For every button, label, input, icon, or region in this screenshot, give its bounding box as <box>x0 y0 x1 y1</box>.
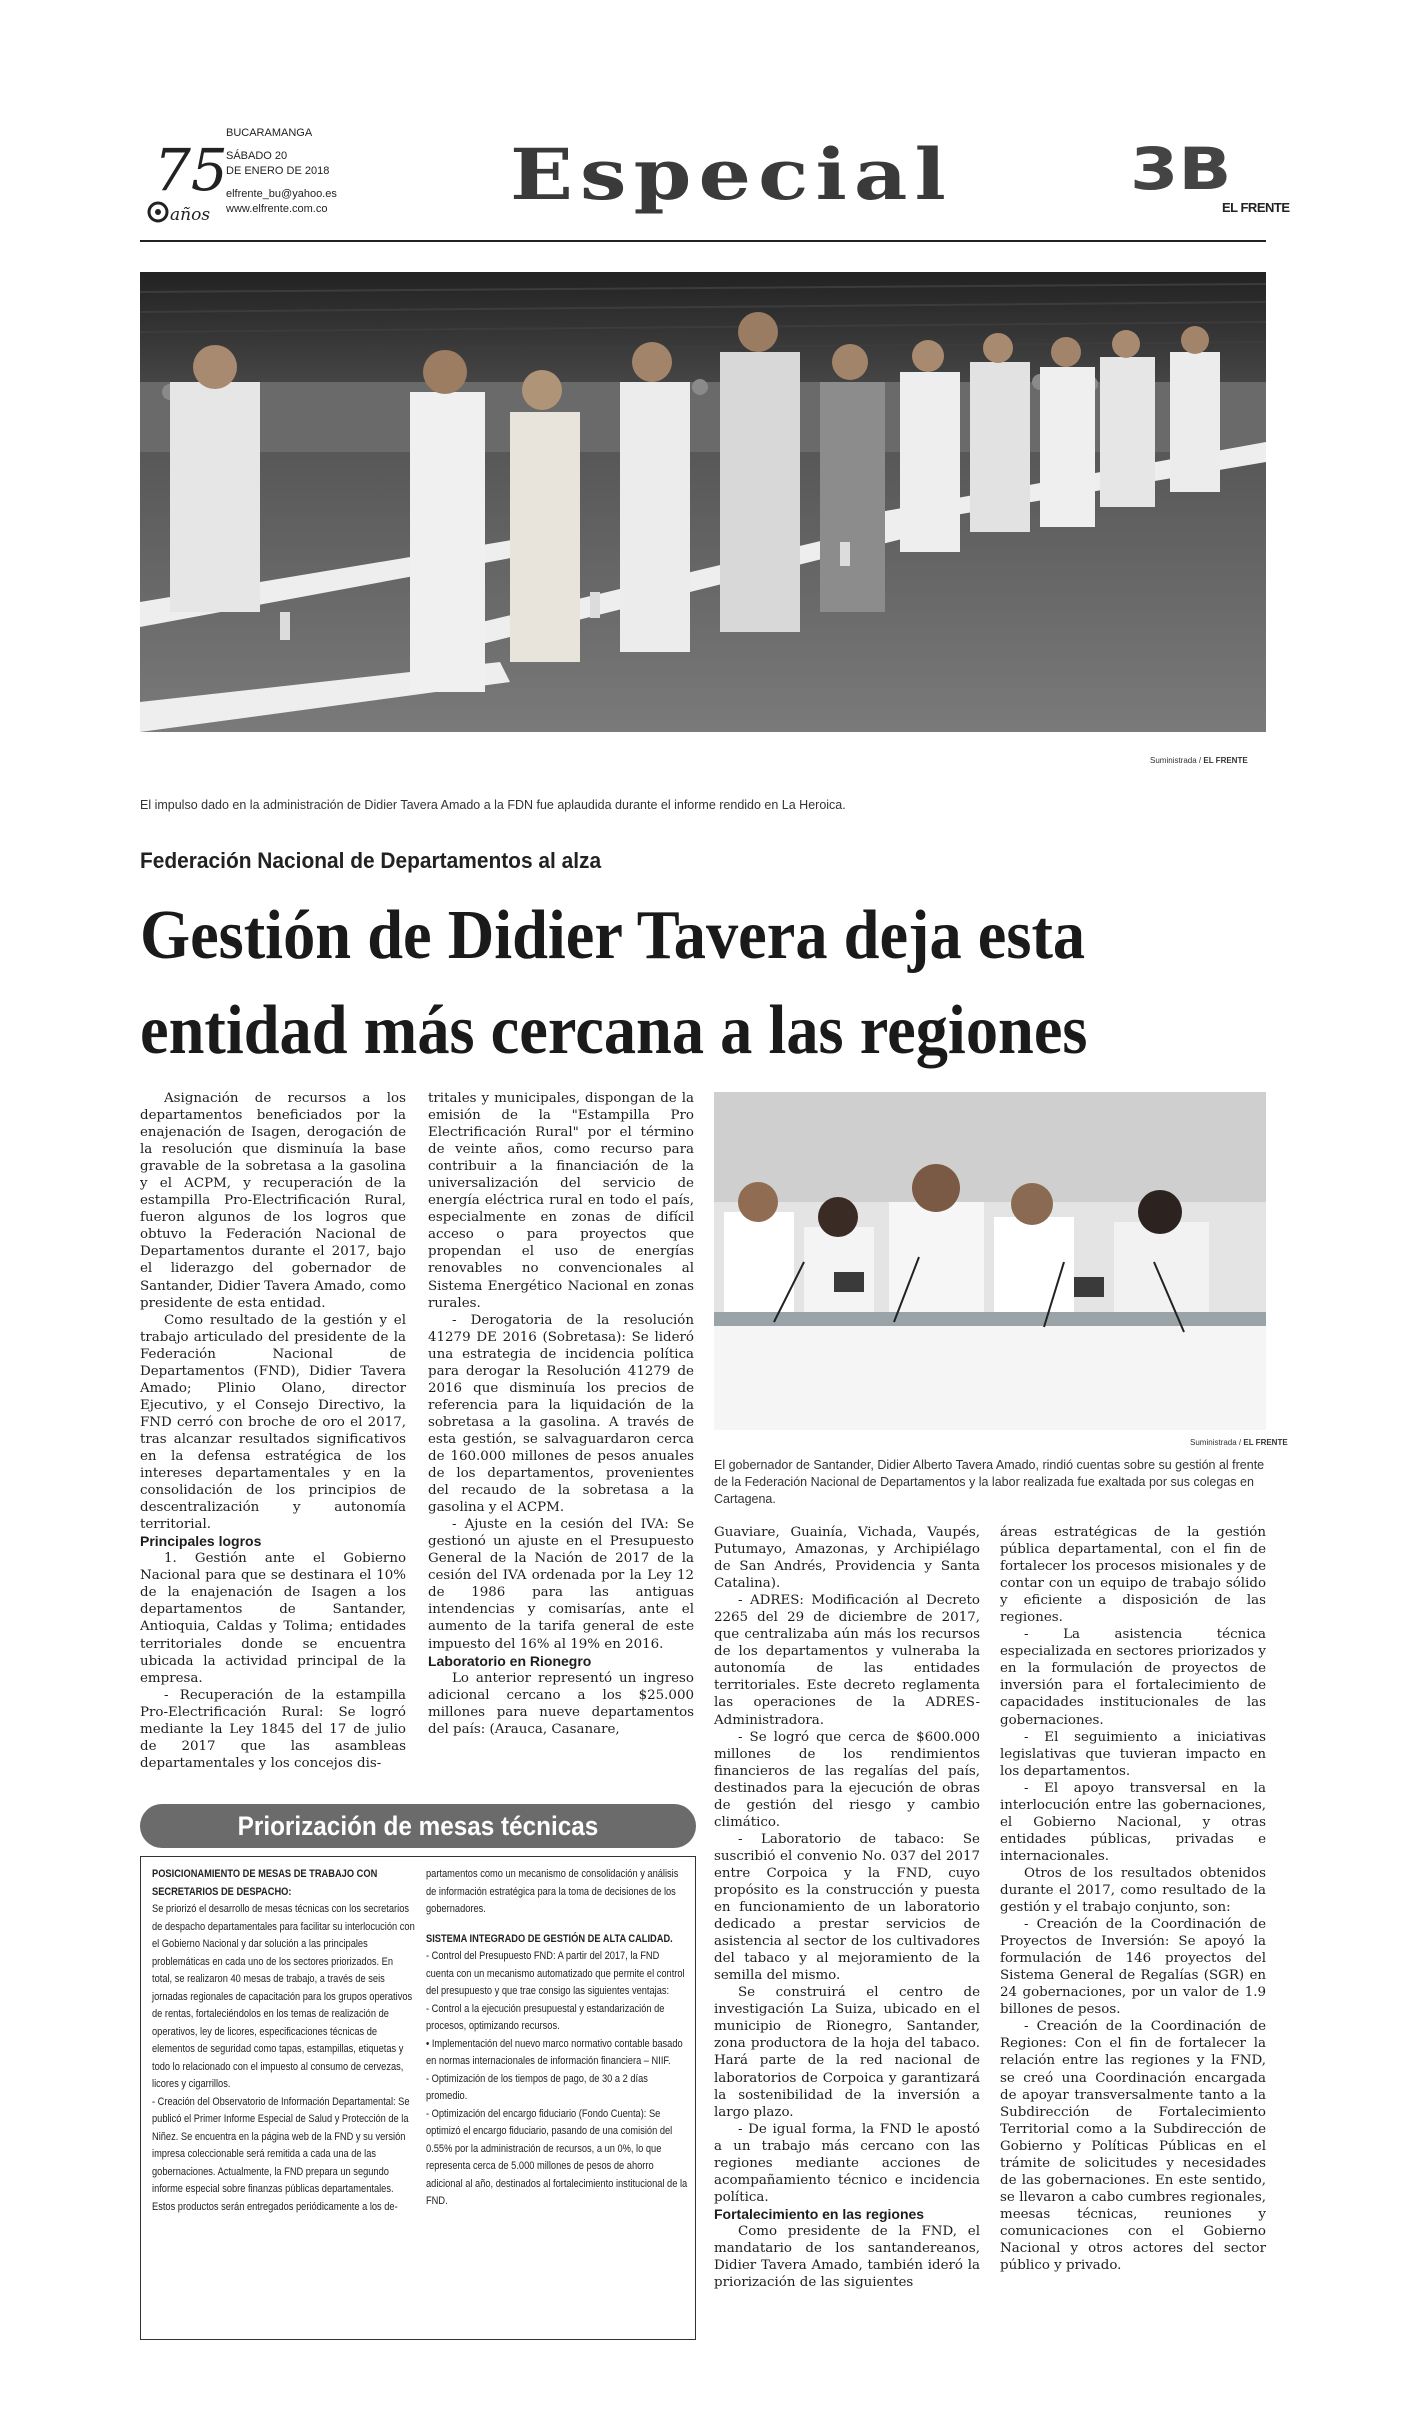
subhead-main-achievements: Principales logros <box>140 1533 262 1550</box>
paragraph: Se construirá el centro de investigación La Suiza, ubicado en el municipio de Rionegro, Santander, zona productora de la hoja del tabaco. Hará parte de la red nacional de laboratorios de Corpoica y garantizará la sostenibilidad de la inversión a largo plazo. <box>714 1985 980 2120</box>
page-number: 3B <box>1130 135 1232 203</box>
paragraph: - Laboratorio de tabaco: Se suscribió el convenio No. 037 del 2017 entre Corpoica y la FND, cuyo propósito es la construcción y puesta en funcionamiento de un laboratorio dedicado a prestar servicios de asistencia al sector de los cultivadores del tabaco y al mejoramiento de la semilla del mismo. <box>714 1831 980 1984</box>
headline-line-1: Gestión de Didier Tavera deja esta <box>140 897 1086 974</box>
headline-line-2: entidad más cercana a las regiones <box>140 992 1088 1069</box>
box-paragraph: - Control a la ejecución presupuestal y estandarización de procesos, optimizando recursos. <box>426 2002 665 2032</box>
paragraph: - Se logró que cerca de $600.000 millones de los rendimientos financieros de las regalías del país, destinados para la ejecución de obras de gestión del riesgo y cambio climático. <box>714 1729 980 1830</box>
paragraph: 1. Gestión ante el Gobierno Nacional para que se destinara el 10% de la enajenación de Isagen a los departamentos de Santander, Antioquia, Caldas y Tolima; entidades territoriales donde se encuentra ubicada la actividad principal de la empresa. <box>140 1551 406 1686</box>
paragraph: - ADRES: Modificación al Decreto 2265 del 29 de diciembre de 2017, que centralizaba aún más los recursos de los departamentos y vulneraba la autonomía de las entidades territoriales. Este decreto reglamenta las operaciones de la ADRES-Administradora. <box>714 1593 980 1728</box>
anniversary-logo <box>140 130 228 230</box>
second-photo <box>714 1092 1266 1430</box>
paragraph: Como resultado de la gestión y el trabajo articulado del presidente de la Federación Nacional de Departamentos (FND), Didier Tavera Amado; Plinio Olano, director Ejecutivo, y el Consejo Directivo, la FND cerró con broche de oro el 2017, tras alcanzar resultados significativos en la defensa estratégica de los intereses departamentales y en la consolidación de los principios de descentralización y autonomía territorial. <box>140 1312 406 1533</box>
paragraph: áreas estratégicas de la gestión pública departamental, con el fin de fortalecer los procesos misionales y de contar con un equipo de trabajo sólido y eficiente a disposición de las regiones. <box>1000 1525 1266 1626</box>
paragraph: - Recuperación de la estampilla Pro-Electrificación Rural: Se logró mediante la Ley 1845 del 17 de julio de 2017 que las asambleas departamentales y los concejos dis- <box>140 1687 406 1771</box>
paragraph: - Creación de la Coordinación de Proyectos de Inversión: Se apoyó la formulación de 146 proyectos del Sistema General de Regalías (SGR) en 24 gobernaciones, por un valor de 1.9 billones de pesos. <box>1000 1917 1266 2018</box>
masthead-date-1: SÁBADO 20 <box>226 150 288 162</box>
box-heading-2: SISTEMA INTEGRADO DE GESTIÓN DE ALTA CALIDAD. <box>426 1932 673 1945</box>
brand-name: EL FRENTE <box>1222 200 1290 215</box>
box-title: Priorización de mesas técnicas <box>237 1811 599 1841</box>
box-paragraph: - Optimización de los tiempos de pago, de 30 a 2 días promedio. <box>426 2072 648 2102</box>
box-paragraph: • Implementación del nuevo marco normativo contable basado en normas internacionales de información financiera – NIIF. <box>426 2037 683 2067</box>
masthead-rule <box>140 240 1266 242</box>
section-title: Especial <box>510 133 953 216</box>
box-paragraph: - Control del Presupuesto FND: A partir del 2017, la FND cuenta con un mecanismo automatizado que permite el control del presupuesto y que trae consigo las siguientes ventajas: <box>426 1950 685 1997</box>
paragraph: - La asistencia técnica especializada en sectores priorizados y en la formulación de proyectos de inversión para el fortalecimiento de capacidades institucionales de las gobernaciones. <box>1000 1627 1266 1728</box>
logo-number: 75 <box>154 136 228 204</box>
article-headline <box>140 888 1189 1078</box>
main-photo-caption: El impulso dado en la administración de Didier Tavera Amado a la FDN fue aplaudida durante el informe rendido en La Heroica. <box>140 798 846 812</box>
article-column-4 <box>1000 1524 1266 2274</box>
paragraph: Guaviare, Guainía, Vichada, Vaupés, Putumayo, Amazonas, y Archipiélago de San Andrés, Providencia y Santa Catalina). <box>714 1525 980 1592</box>
box-column-2 <box>426 1866 689 2211</box>
main-photo <box>140 272 1266 732</box>
box-column-1 <box>152 1866 415 2216</box>
paragraph: - Creación de la Coordinación de Regiones: Con el fin de fortalecer la relación entre las regiones y la FND, se creó una Coordinación encargada de apoyar transversalmente tanto a la Subdirección de Fortalecimiento Territorial como a la Subdirección de Gobierno y Políticas Públicas en el trámite de solicitudes y necesidades de las gobernaciones. En este sentido, se llevaron a cabo cumbres regionales, meesas técnicas, reuniones y comunicaciones con el Gobierno Nacional y otros actores del sector público y privado. <box>1000 2019 1266 2274</box>
masthead-email[interactable]: elfrente_bu@yahoo.es <box>226 188 337 200</box>
box-paragraph: - Creación del Observatorio de Información Departamental: Se publicó el Primer Informe Especial de Salud y Protección de la Niñez. Se encuentra en la página web de la FND y su versión impresa coleccionable será remitida a cada una de las gobernaciones. Actualmente, la FND prepara un segundo informe especial sobre finanzas públicas departamentales. Estos productos serán entregados periódicamente a los de- <box>152 2095 410 2213</box>
masthead-city: BUCARAMANGA <box>226 127 313 139</box>
paragraph: Como presidente de la FND, el mandatario de los santandereanos, Didier Tavera Amado, también ideró la priorización de las siguientes <box>714 2223 980 2291</box>
box-paragraph: partamentos como un mecanismo de consolidación y análisis de información estratégica para la toma de decisiones de los gobernadores. <box>426 1868 679 1915</box>
masthead-website[interactable]: www.elfrente.com.co <box>226 203 328 215</box>
article-kicker: Federación Nacional de Departamentos al alza <box>140 848 602 873</box>
paragraph: - El seguimiento a iniciativas legislativas que tuvieran impacto en los departamentos. <box>1000 1729 1266 1779</box>
second-photo-caption: El gobernador de Santander, Didier Alberto Tavera Amado, rindió cuentas sobre su gestión al frente de la Federación Nacional de Departamentos y la labor realizada fue exaltada por sus colegas en Cartagena. <box>714 1458 1265 1506</box>
subhead-regions: Fortalecimiento en las regiones <box>714 2205 925 2222</box>
paragraph: tritales y municipales, dispongan de la emisión de la "Estampilla Pro Electrificación Rural" por el término de veinte años, como recurso para contribuir a la financiación de la universalización del servicio de energía eléctrica rural en todo el país, especialmente en zonas de difícil acceso o para proyectos que propendan el uso de energías renovables no convencionales al Sistema Energético Nacional en zonas rurales. <box>428 1091 694 1311</box>
paragraph: - Derogatoria de la resolución 41279 DE 2016 (Sobretasa): Se lideró una estrategia de incidencia política para derogar la Resolución 41279 de 2016 que disminuía los precios de referencia para la liquidación de la sobretasa a la gasolina. A través de esta gestión, se salvaguardaron cerca de 160.000 millones de pesos anuales de los departamentos, provenientes del recaudo de la sobretasa a la gasolina y el ACPM. <box>428 1312 694 1516</box>
main-photo-credit <box>1150 756 1248 765</box>
paragraph: Lo anterior representó un ingreso adicional cercano a los $25.000 millones para nueve departamentos del país: (Arauca, Casanare, <box>428 1670 694 1737</box>
main-photo-credit-prefix: Suministrada / <box>1150 756 1202 765</box>
article-column-1 <box>140 1090 406 1772</box>
logo-word: años <box>170 205 211 225</box>
second-photo-credit <box>1190 1438 1288 1447</box>
paragraph: - De igual forma, la FND le apostó a un trabajo más cercano con las regiones mediante acciones de acompañamiento técnico e incidencia política. <box>714 2121 980 2205</box>
article-column-2 <box>428 1090 694 1738</box>
second-photo-credit-prefix: Suministrada / <box>1190 1438 1242 1447</box>
masthead-date-2: DE ENERO DE 2018 <box>226 165 330 177</box>
box-paragraph: Se priorizó el desarrollo de mesas técnicas con los secretarios de despacho departamentales para facilitar su interlocución con el Gobierno Nacional y dar solución a las principales problemáticas en cada uno de los sectores priorizados. En total, se realizaron 40 mesas de trabajo, a través de seis jornadas regionales de capacitación para los grupos operativos de rentas, fortaleciéndolos en los temas de realización de operativos, ley de licores, especificaciones técnicas de elementos de seguridad como tapas, estampillas, etiquetas y todo lo relacionado con el impuesto al consumo de cervezas, licores y cigarrillos. <box>152 1903 415 2090</box>
paragraph: Otros de los resultados obtenidos durante el 2017, como resultado de la gestión y el trabajo conjunto, son: <box>1000 1865 1266 1916</box>
box-heading-1: POSICIONAMIENTO DE MESAS DE TRABAJO CON SECRETARIOS DE DESPACHO: <box>152 1868 378 1898</box>
main-photo-credit-source: EL FRENTE <box>1203 756 1248 765</box>
masthead-info <box>226 126 337 217</box>
paragraph: Asignación de recursos a los departamentos beneficiados por la enajenación de Isagen, derogación de la resolución que disminuía la base gravable de la sobretasa a la gasolina y el ACPM, y recuperación de la estampilla Pro-Electrificación Rural, fueron algunos de los logros que obtuvo la Federación Nacional de Departamentos durante el 2017, bajo el liderazgo del gobernador de Santander, Didier Tavera Amado, como presidente de esta entidad. <box>140 1091 406 1311</box>
article-column-3 <box>714 1524 980 2291</box>
paragraph: - Ajuste en la cesión del IVA: Se gestionó un ajuste en el Presupuesto General de la Nación de 2017 de la cesión del IVA ordenada por la Ley 12 de 1986 para las antiguas intendencias y comisarías, ante el aumento de la tarifa general de este impuesto del 16% al 19% en 2016. <box>428 1517 694 1652</box>
subhead-rionegro-lab: Laboratorio en Rionegro <box>428 1652 592 1669</box>
second-photo-credit-source: EL FRENTE <box>1243 1438 1288 1447</box>
box-paragraph: - Optimización del encargo fiduciario (Fondo Cuenta): Se optimizó el encargo fiduciario, pasando de una comisión del 0.55% por la administración de recursos, a un 0%, lo que representa cerca de 5.000 millones de pesos de ahorro adicional al año, destinados al fortalecimiento institucional de la FND. <box>426 2107 688 2207</box>
paragraph: - El apoyo transversal en la interlocución entre las gobernaciones, el Gobierno Nacional, y otras entidades públicas, privadas e internacionales. <box>1000 1780 1266 1864</box>
